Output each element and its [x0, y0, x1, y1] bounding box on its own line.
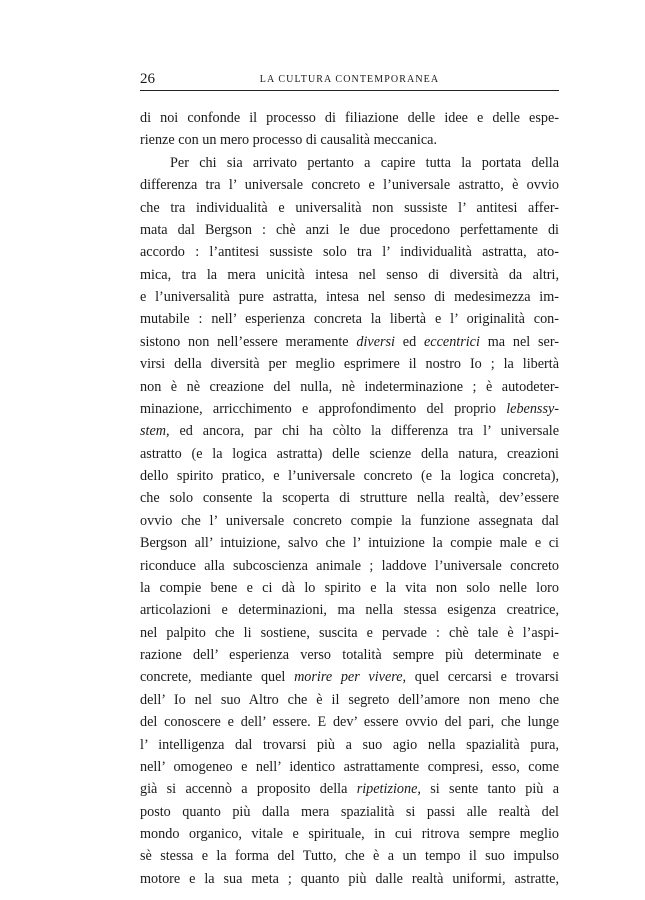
- text-segment: riconduce alla subcoscienza animale ; laddove l’universale concreto: [140, 557, 559, 574]
- text-segment: mondo organico, vitale e spirituale, in cui ritrova sempre meglio: [140, 826, 559, 842]
- text-segment: sè stessa e la forma del Tutto, che è a un tempo il suo impulso: [140, 848, 559, 865]
- text-line: [140, 778, 559, 800]
- text-segment: articolazioni e determinazioni, ma nella stessa esigenza creatrice,: [140, 602, 559, 619]
- text-segment: mica, tra la mera unicità intesa nel senso di diversità da altri,: [140, 266, 559, 283]
- text-line: [140, 532, 559, 554]
- text-segment: posto quanto più dalla mera spazialità si passi alle realtà del: [140, 803, 559, 820]
- text-line: [140, 868, 559, 890]
- text-segment: astratto (e la logica astratta) delle scienze della natura, creazioni: [140, 445, 559, 462]
- text-line: [140, 465, 559, 487]
- text-segment: virsi della diversità per meglio esprimere il nostro Io ; la libertà: [140, 356, 559, 373]
- text-segment: la compie bene e ci dà lo spirito e la vita non solo nelle loro: [140, 579, 559, 596]
- text-segment: nel palpito che li sostiene, suscita e pervade : chè tale è l’aspi-: [140, 624, 559, 641]
- text-segment: motore e la sua meta ; quanto più dalle realtà uniformi, astratte,: [140, 870, 559, 887]
- italic-text: morire per vivere,: [294, 669, 407, 686]
- text-line: [140, 734, 559, 756]
- text-line: [140, 510, 559, 532]
- page-number: 26: [140, 71, 155, 87]
- text-segment: ma nel ser-: [479, 333, 559, 350]
- italic-text: eccentrici: [424, 333, 480, 350]
- text-line: [140, 823, 559, 845]
- italic-text: diversi: [356, 333, 395, 350]
- text-line: [140, 622, 559, 644]
- text-line: [140, 555, 559, 577]
- text-line: [140, 487, 559, 509]
- text-segment: dello spirito pratico, e l’universale concreto (e la logica concreta),: [140, 468, 559, 484]
- text-segment: ovvio che l’ universale concreto compie la funzione assegnata dal: [140, 512, 559, 529]
- text-segment: sistono non nell’essere meramente: [140, 333, 357, 350]
- running-title: LA CULTURA CONTEMPORANEA: [259, 74, 440, 85]
- text-segment: dell’ Io nel suo Altro che è il segreto dell’amore non meno che: [140, 691, 559, 708]
- text-line: [140, 286, 559, 308]
- text-line: [140, 599, 559, 621]
- italic-text: ripetizione,: [356, 781, 421, 798]
- text-line: [140, 756, 559, 778]
- text-line: [140, 376, 559, 398]
- text-line: [140, 398, 559, 420]
- text-segment: di noi confonde il processo di filiazione delle idee e delle espe-: [140, 110, 559, 126]
- text-segment: nell’ omogeneo e nell’ identico astrattamente compresi, esso, come: [140, 758, 559, 775]
- text-line: [140, 197, 559, 219]
- text-line: [140, 801, 559, 823]
- running-header: [140, 70, 559, 91]
- text-segment: che solo consente la scoperta di strutture nella realtà, dev’essere: [140, 490, 559, 507]
- text-line: [140, 107, 559, 129]
- text-segment: che tra individualità e universalità non sussiste l’ antitesi affer-: [140, 199, 559, 216]
- text-segment: del conoscere e dell’ essere. E dev’ essere ovvio del pari, che lunge: [140, 714, 559, 731]
- text-segment: quel cercarsi e trovarsi: [406, 669, 559, 686]
- body-text: [140, 107, 559, 890]
- text-line: [140, 845, 559, 867]
- text-segment: mutabile : nell’ esperienza concreta la libertà e l’ originalità con-: [140, 311, 559, 328]
- text-line: [140, 331, 559, 353]
- text-segment: concrete, mediante quel: [140, 669, 295, 686]
- text-segment: differenza tra l’ universale concreto e l’universale astratto, è ovvio: [140, 177, 559, 194]
- text-line: [140, 666, 559, 688]
- text-line: [140, 353, 559, 375]
- text-line: [140, 443, 559, 465]
- italic-text: stem,: [140, 423, 170, 440]
- text-line: [140, 644, 559, 666]
- text-segment: già si accennò a proposito della: [140, 781, 357, 798]
- text-line: [140, 174, 559, 196]
- text-segment: Bergson all’ intuizione, salvo che l’ intuizione la compie male e ci: [140, 535, 559, 552]
- text-line: [140, 219, 559, 241]
- text-line: [140, 689, 559, 711]
- text-segment: si sente tanto più a: [420, 781, 559, 798]
- text-line: [140, 711, 559, 733]
- text-segment: ed: [395, 333, 424, 350]
- text-line: [140, 420, 559, 442]
- text-segment: ed ancora, par chi ha còlto la differenza tra l’ universale: [169, 423, 559, 440]
- text-segment: non è nè creazione del nulla, nè indeterminazione ; è autodeter-: [140, 378, 559, 395]
- text-line: [140, 577, 559, 599]
- text-segment: Per chi sia arrivato pertanto a capire tutta la portata della: [170, 154, 559, 171]
- text-segment: minazione, arricchimento e approfondimento del proprio: [140, 400, 507, 417]
- text-segment: e l’universalità pure astratta, intesa nel senso di medesimezza im-: [140, 289, 559, 305]
- text-line: [140, 129, 559, 151]
- text-segment: mata dal Bergson : chè anzi le due procedono perfettamente di: [140, 221, 559, 238]
- text-line: [140, 264, 559, 286]
- text-segment: accordo : l’antitesi sussiste solo tra l’ individualità astratta, ato-: [140, 244, 559, 261]
- text-line: [140, 152, 559, 174]
- text-segment: rienze con un mero processo di causalità meccanica.: [140, 132, 438, 149]
- text-line: [140, 241, 559, 263]
- text-segment: l’ intelligenza dal trovarsi più a suo agio nella spazialità pura,: [140, 736, 559, 753]
- text-segment: razione dell’ esperienza verso totalità sempre più determinate e: [140, 647, 559, 663]
- italic-text: lebenssy-: [506, 400, 559, 417]
- text-line: [140, 308, 559, 330]
